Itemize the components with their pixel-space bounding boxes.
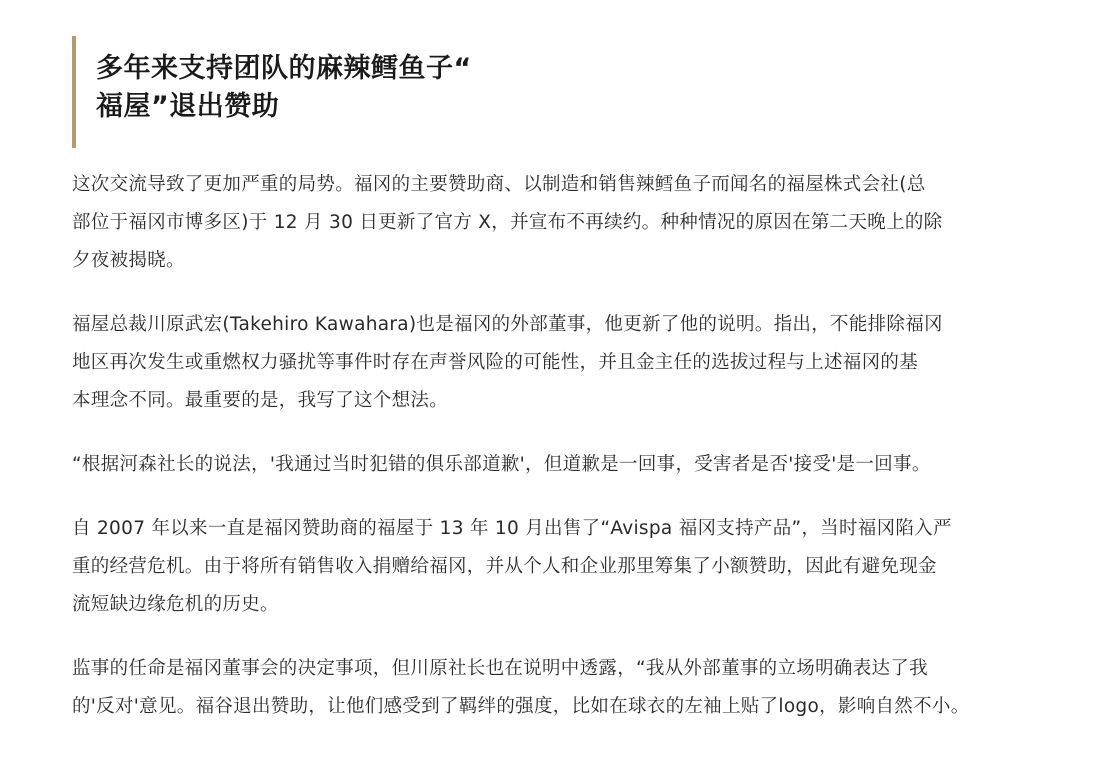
article-body	[72, 166, 1062, 752]
paragraph-line: 的'反对'意见。福谷退出赞助，让他们感受到了羁绊的强度，比如在球衣的左袖上贴了logo，影响自然不小。	[72, 696, 970, 717]
paragraph-line: 部位于福冈市博多区)于 12 月 30 日更新了官方 X，并宣布不再续约。种种情况的原因在第二天晚上的除	[72, 212, 943, 233]
paragraph-line: 这次交流导致了更加严重的局势。福冈的主要赞助商、以制造和销售辣鳕鱼子而闻名的福屋株式会社(总	[72, 174, 926, 195]
paragraph-line: 重的经营危机。由于将所有销售收入捐赠给福冈，并从个人和企业那里筹集了小额赞助，因此有避免现金	[72, 556, 937, 577]
paragraph-line: 监事的任命是福冈董事会的决定事项，但川原社长也在说明中透露，“我从外部董事的立场明确表达了我	[72, 658, 928, 679]
paragraph-line: 本理念不同。最重要的是，我写了这个想法。	[72, 390, 449, 411]
paragraph-line: “根据河森社长的说法，'我通过当时犯错的俱乐部道歉'，但道歉是一回事，受害者是否'接受'是一回事。	[72, 454, 931, 475]
paragraph-line: 福屋总裁川原武宏(Takehiro Kawahara)也是福冈的外部董事，他更新了他的说明。指出，不能排除福冈	[72, 314, 943, 335]
paragraph-3	[72, 446, 1062, 484]
paragraph-5	[72, 650, 1062, 726]
paragraph-line: 自 2007 年以来一直是福冈赞助商的福屋于 13 年 10 月出售了“Avispa 福冈支持产品”，当时福冈陷入严	[72, 518, 952, 539]
paragraph-2	[72, 306, 1062, 420]
paragraph-line: 地区再次发生或重燃权力骚扰等事件时存在声誉风险的可能性，并且金主任的选拔过程与上述福冈的基	[72, 352, 919, 373]
paragraph-1	[72, 166, 1062, 280]
article-heading	[72, 36, 692, 148]
paragraph-line: 流短缺边缘危机的历史。	[72, 594, 279, 615]
paragraph-line: 夕夜被揭晓。	[72, 250, 185, 271]
paragraph-4	[72, 510, 1062, 624]
article-title-line-1: 多年来支持团队的麻辣鳕鱼子“	[96, 53, 472, 84]
article-title-line-2: 福屋”退出赞助	[96, 91, 280, 122]
